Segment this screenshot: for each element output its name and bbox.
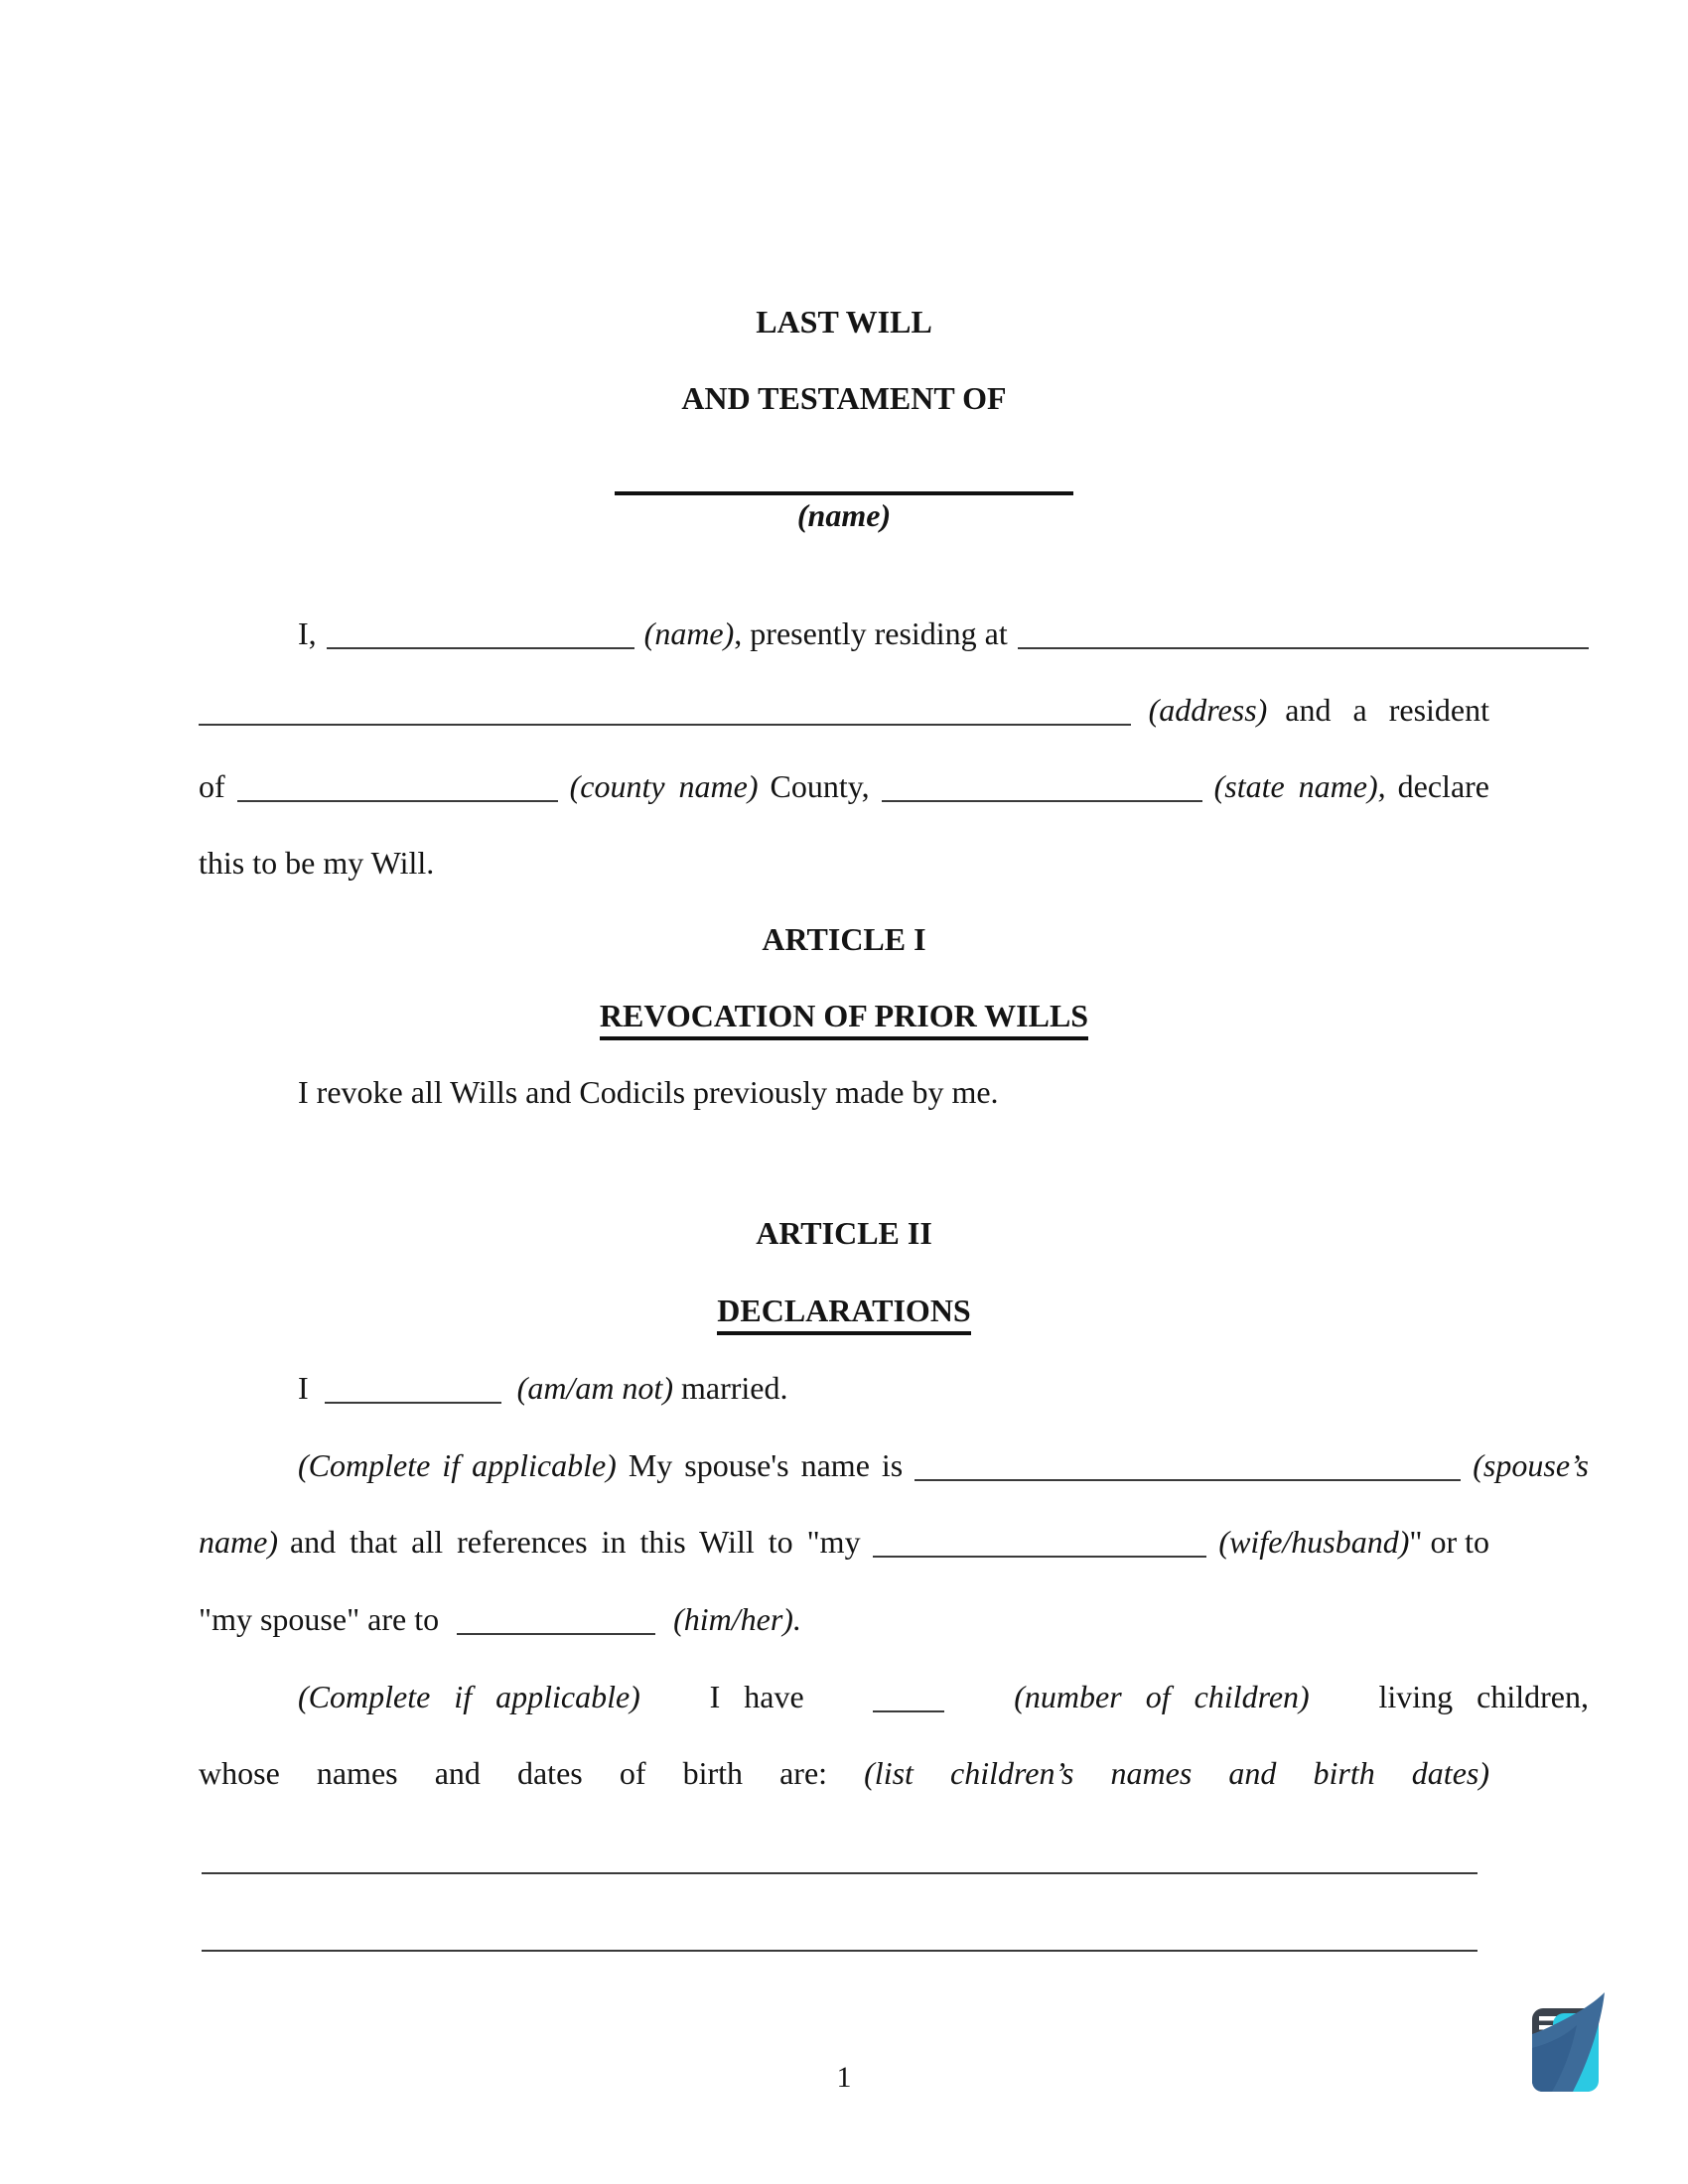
article-1-heading: ARTICLE I: [762, 921, 926, 957]
blank-children-list-1[interactable]: [202, 1843, 1477, 1874]
title-line-1: LAST WILL: [756, 304, 932, 340]
blank-residing-at[interactable]: [1018, 647, 1589, 649]
spouse-l2-tail-group: [1218, 1521, 1489, 1563]
page-number: 1: [836, 2061, 852, 2094]
spouse-line-1: [199, 1444, 1589, 1486]
spouse-line-2: [199, 1521, 1489, 1563]
blank-address[interactable]: [199, 724, 1131, 726]
spouse-l3-pre: "my spouse" are to: [199, 1601, 440, 1637]
spouse-line-3: [199, 1598, 1489, 1640]
married-pre: I: [298, 1370, 309, 1406]
blank-county[interactable]: [237, 800, 558, 802]
intro-line-4: this to be my Will.: [199, 845, 435, 881]
blank-wife-husband[interactable]: [873, 1556, 1207, 1558]
children-l2-hint: (list children’s names and birth dates): [864, 1755, 1490, 1791]
intro-l1-pre: I,: [298, 615, 317, 651]
article-2-subheading-row: [199, 1290, 1489, 1331]
children-l1-tail: living children,: [1378, 1679, 1589, 1714]
spouse-l3-hint: (him/her).: [673, 1601, 801, 1637]
blank-married-status[interactable]: [325, 1402, 501, 1404]
blank-testator-name[interactable]: [327, 647, 634, 649]
spouse-l2-text: and that all references in this Will to "my: [289, 1524, 861, 1560]
married-line: [199, 1367, 1589, 1409]
blank-children-count[interactable]: [873, 1710, 944, 1712]
spouse-l1-text: My spouse's name is: [628, 1447, 904, 1483]
spouse-l2-lead-hint: name): [199, 1524, 278, 1560]
title-name-blank-row: [199, 462, 1489, 495]
intro-l3-of: of: [199, 768, 225, 804]
document-swoosh-logo-icon: [1526, 1991, 1616, 2097]
children-line-2: [199, 1752, 1489, 1794]
children-l1-hint: (Complete if applicable): [298, 1679, 640, 1714]
children-l1-num-hint: (number of children): [1014, 1679, 1310, 1714]
married-hint: (am/am not): [516, 1370, 673, 1406]
intro-l2-rest: and a resident: [1285, 692, 1489, 728]
intro-l2-address-hint: (address): [1148, 692, 1268, 728]
article-2-heading: ARTICLE II: [756, 1215, 932, 1251]
spouse-l1-hint: (Complete if applicable): [298, 1447, 617, 1483]
intro-l3-declare: declare: [1397, 768, 1489, 804]
spouse-l1-tail-hint: (spouse’s: [1473, 1447, 1589, 1483]
article-1-subheading: REVOCATION OF PRIOR WILLS: [600, 998, 1088, 1040]
intro-line-1: [199, 613, 1589, 654]
intro-line-2: [199, 689, 1489, 731]
article-1-body: I revoke all Wills and Codicils previously made by me.: [298, 1074, 999, 1110]
blank-children-list-2[interactable]: [202, 1920, 1477, 1952]
children-line-1: [199, 1676, 1589, 1717]
title-name-hint: (name): [796, 497, 892, 533]
blank-spouse-name[interactable]: [914, 1479, 1461, 1481]
intro-l3-county-hint: (county name): [569, 768, 759, 804]
article-2-subheading: DECLARATIONS: [717, 1293, 970, 1335]
article-1-subheading-row: [199, 995, 1489, 1036]
children-l2-text: whose names and dates of birth are:: [199, 1755, 828, 1791]
brand-logo: [1526, 1991, 1616, 2097]
intro-l3-county-word: County,: [770, 768, 870, 804]
married-post: married.: [680, 1370, 788, 1406]
spouse-l2-wh-hint: (wife/husband): [1218, 1524, 1410, 1560]
title-line-2: AND TESTAMENT OF: [681, 380, 1007, 416]
intro-l1-rest: , presently residing at: [734, 615, 1008, 651]
intro-l1-mid: [644, 613, 1008, 654]
children-l1-text: I have: [709, 1679, 804, 1714]
spouse-l2-tail: " or to: [1409, 1524, 1489, 1560]
blank-testator-name-title[interactable]: [615, 462, 1073, 495]
intro-l3-state-hint: (state name),: [1213, 768, 1386, 804]
blank-state[interactable]: [882, 800, 1202, 802]
intro-line-3: [199, 765, 1489, 807]
blank-him-her[interactable]: [457, 1633, 655, 1635]
intro-l1-name-hint: (name): [643, 615, 735, 651]
